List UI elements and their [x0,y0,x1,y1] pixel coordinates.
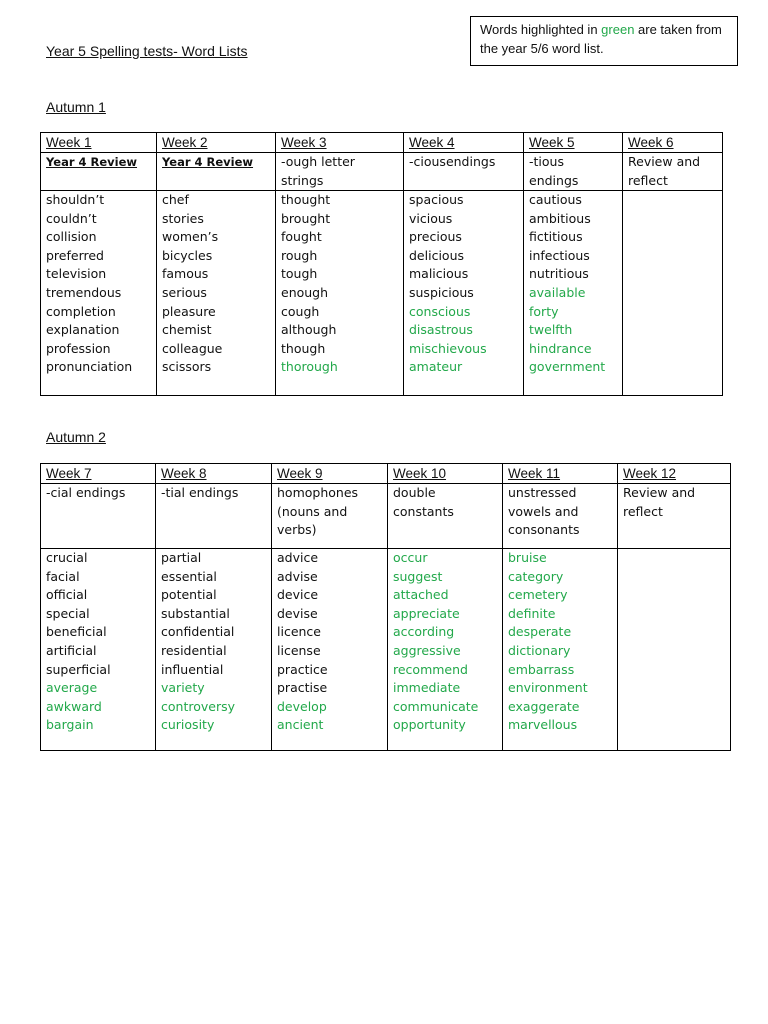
spelling-word: scissors [162,359,212,375]
week-topic: -tial endings [161,485,239,500]
spelling-word: women’s [162,229,219,245]
week-header: Week 8 [156,464,272,484]
spelling-word: profession [46,340,111,356]
spelling-word: cautious [529,192,582,207]
spelling-word: amateur [409,359,463,375]
spelling-word: infectious [529,247,590,263]
legend-note [470,16,738,66]
week-header: Week 4 [404,133,524,153]
week-topic-cell [623,153,723,191]
word-list-cell [618,549,731,751]
spelling-word: hindrance [529,340,592,356]
week-topic-cell [503,484,618,549]
week-topic-cell [524,153,623,191]
spelling-word: spacious [409,192,464,207]
spelling-word: marvellous [508,717,578,733]
spelling-word: variety [161,680,205,696]
spelling-word: explanation [46,322,120,338]
spelling-word: practice [277,661,328,677]
spelling-word: curiosity [161,717,215,733]
spelling-word: delicious [409,247,464,263]
note-text-before: Words highlighted in [480,22,602,37]
week-topic-cell [276,153,404,191]
spelling-word: nutritious [529,266,589,282]
spelling-word: embarrass [508,661,575,677]
spelling-word: collision [46,229,97,245]
spelling-word: chef [162,192,189,207]
spelling-word: preferred [46,247,104,263]
week-header: Week 12 [618,464,731,484]
spelling-word: recommend [393,661,468,677]
week-header: Week 9 [272,464,388,484]
week-topic-cell [157,153,276,191]
spelling-word: bargain [46,717,94,733]
week-topic-cell [404,153,524,191]
spelling-word: occur [393,550,428,565]
spelling-word: fictitious [529,229,583,245]
spelling-word: beneficial [46,624,107,640]
spelling-word: available [529,284,586,300]
spelling-word: partial [161,550,202,565]
spelling-word: aggressive [393,642,461,658]
spelling-word: practise [277,680,328,696]
spelling-word: desperate [508,624,572,640]
word-list-cell [156,549,272,751]
spelling-word: forty [529,303,559,319]
spelling-word: dictionary [508,642,571,658]
spelling-word: precious [409,229,462,245]
word-list-cell [41,549,156,751]
spelling-word: average [46,680,98,696]
spelling-word: completion [46,303,116,319]
week-topic: -cial endings [46,485,126,500]
spelling-word: facial [46,568,80,584]
spelling-word: environment [508,680,588,696]
section-heading-autumn-1: Autumn 1 [46,99,106,115]
word-table-autumn-1 [40,132,723,396]
spelling-word: appreciate [393,605,460,621]
spelling-word: bicycles [162,247,213,263]
spelling-word: colleague [162,340,223,356]
spelling-word: vicious [409,210,453,226]
spelling-word: special [46,605,90,621]
word-list-row [41,191,723,396]
page-title: Year 5 Spelling tests- Word Lists [46,43,248,59]
spelling-word: advise [277,568,318,584]
spelling-word: ambitious [529,210,591,226]
spelling-word: bruise [508,550,547,565]
spelling-word: fought [281,229,322,245]
word-list-cell [388,549,503,751]
week-topic: unstressed vowels and consonants [508,485,580,537]
spelling-word: mischievous [409,340,487,356]
week-topic: double constants [393,485,454,519]
week-topic: homophones (nouns and verbs) [277,485,359,537]
week-header: Week 5 [524,133,623,153]
spelling-word: official [46,587,88,603]
spelling-word: device [277,587,319,603]
week-header: Week 11 [503,464,618,484]
week-topic-cell [41,153,157,191]
word-list-cell [272,549,388,751]
spelling-word: though [281,340,326,356]
word-list-cell [276,191,404,396]
week-topic-cell [41,484,156,549]
spelling-word: thought [281,192,331,207]
spelling-word: opportunity [393,717,466,733]
spelling-word: superficial [46,661,111,677]
spelling-word: exaggerate [508,698,580,714]
spelling-word: residential [161,642,227,658]
spelling-word: attached [393,587,449,603]
spelling-word: shouldn’t [46,192,105,207]
spelling-word: immediate [393,680,461,696]
spelling-word: enough [281,284,329,300]
week-topic-cell [272,484,388,549]
week-header: Week 10 [388,464,503,484]
week-topic: -ough letter strings [281,154,355,188]
spelling-word: malicious [409,266,469,282]
word-list-cell [503,549,618,751]
week-topic: Review and reflect [628,154,701,188]
spelling-word: artificial [46,642,97,658]
spelling-word: television [46,266,107,282]
word-list-cell [157,191,276,396]
spelling-word: awkward [46,698,102,714]
spelling-word: communicate [393,698,479,714]
spelling-word: develop [277,698,327,714]
spelling-word: crucial [46,550,88,565]
spelling-word: category [508,568,564,584]
week-topic-cell [388,484,503,549]
week-topic: Year 4 Review [46,155,138,169]
spelling-word: stories [162,210,204,226]
spelling-word: influential [161,661,224,677]
spelling-word: according [393,624,455,640]
week-topic: Year 4 Review [162,155,254,169]
note-green-word: green [601,22,635,37]
word-table-autumn-2 [40,463,731,751]
spelling-word: suggest [393,568,443,584]
spelling-word: essential [161,568,217,584]
word-list-cell [404,191,524,396]
week-topic: -tious endings [529,154,579,188]
word-list-cell [623,191,723,396]
spelling-word: couldn’t [46,210,97,226]
spelling-word: licence [277,624,321,640]
spelling-word: ancient [277,717,324,733]
spelling-word: conscious [409,303,471,319]
week-topic-cell [156,484,272,549]
section-heading-autumn-2: Autumn 2 [46,429,106,445]
topic-row [41,484,731,549]
spelling-word: devise [277,605,318,621]
note-text-after: are taken from the year 5/6 word list. [480,22,722,56]
spelling-word: tough [281,266,318,282]
spelling-word: advice [277,550,319,565]
week-header: Week 6 [623,133,723,153]
spelling-word: license [277,642,321,658]
week-header: Week 1 [41,133,157,153]
spelling-word: twelfth [529,322,573,338]
week-header-row [41,464,731,484]
week-header: Week 2 [157,133,276,153]
spelling-word: cemetery [508,587,568,603]
spelling-word: pronunciation [46,359,133,375]
week-header: Week 3 [276,133,404,153]
week-topic: -ciousendings [409,154,496,169]
spelling-word: thorough [281,359,338,375]
word-list-row [41,549,731,751]
word-list-cell [41,191,157,396]
spelling-word: tremendous [46,284,122,300]
spelling-word: controversy [161,698,235,714]
topic-row [41,153,723,191]
word-list-cell [524,191,623,396]
spelling-word: definite [508,605,556,621]
spelling-word: pleasure [162,303,216,319]
spelling-word: potential [161,587,217,603]
week-topic: Review and reflect [623,485,696,519]
spelling-word: cough [281,303,320,319]
spelling-word: substantial [161,605,230,621]
spelling-word: brought [281,210,331,226]
spelling-word: confidential [161,624,235,640]
spelling-word: chemist [162,322,212,338]
week-header: Week 7 [41,464,156,484]
spelling-word: famous [162,266,209,282]
spelling-word: suspicious [409,284,474,300]
week-topic-cell [618,484,731,549]
spelling-word: although [281,322,337,338]
spelling-word: government [529,359,606,375]
spelling-word: disastrous [409,322,473,338]
spelling-word: rough [281,247,318,263]
spelling-word: serious [162,284,207,300]
week-header-row [41,133,723,153]
